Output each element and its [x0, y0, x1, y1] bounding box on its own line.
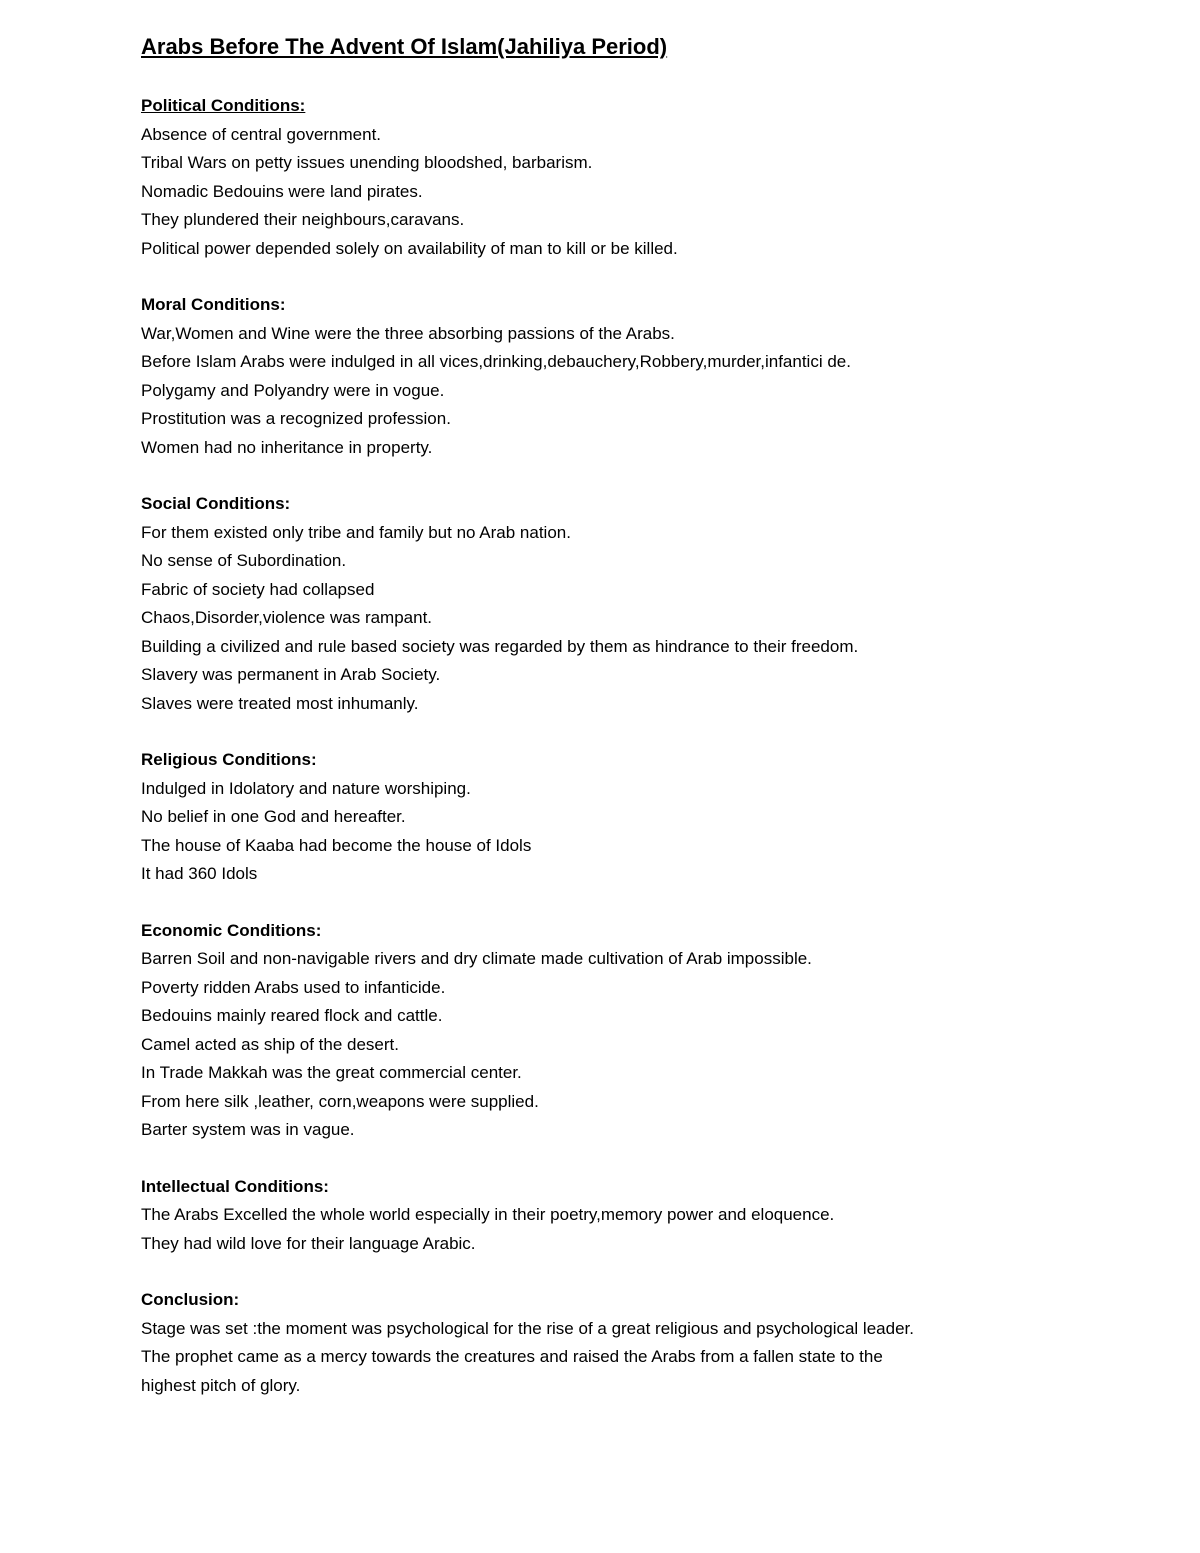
section-heading: Social Conditions: — [141, 494, 291, 513]
section-economic-conditions — [141, 917, 1141, 1145]
section-heading: Religious Conditions: — [141, 750, 317, 769]
body-line: Political power depended solely on availability of man to kill or be killed. — [141, 238, 678, 258]
body-line: Indulged in Idolatory and nature worshiping. — [141, 778, 471, 798]
body-line: No belief in one God and hereafter. — [141, 807, 406, 826]
body-line: In Trade Makkah was the great commercial center. — [141, 1063, 522, 1082]
body-line: Barter system was in vague. — [141, 1120, 355, 1139]
section-intellectual-conditions — [141, 1173, 1141, 1259]
section-heading: Intellectual Conditions: — [141, 1176, 329, 1196]
body-line: Tribal Wars on petty issues unending bloodshed, barbarism. — [141, 153, 593, 172]
section-political-conditions — [141, 92, 1141, 263]
body-line: From here silk ,leather, corn,weapons were supplied. — [141, 1091, 539, 1111]
body-line: highest pitch of glory. — [141, 1375, 301, 1395]
body-line: Stage was set :the moment was psychological for the rise of a great religious and psychological leader. — [141, 1318, 914, 1338]
body-line: Slavery was permanent in Arab Society. — [141, 665, 441, 684]
body-line: Fabric of society had collapsed — [141, 579, 375, 599]
section-moral-conditions — [141, 291, 1141, 462]
body-line: They had wild love for their language Arabic. — [141, 1233, 476, 1253]
body-line: They plundered their neighbours,caravans. — [141, 210, 465, 229]
section-conclusion — [141, 1286, 1141, 1400]
body-line: Nomadic Bedouins were land pirates. — [141, 181, 423, 201]
body-line: Chaos,Disorder,violence was rampant. — [141, 608, 433, 627]
section-heading: Economic Conditions: — [141, 920, 322, 940]
body-line: The prophet came as a mercy towards the creatures and raised the Arabs from a fallen state to the — [141, 1347, 883, 1366]
body-line: For them existed only tribe and family but no Arab nation. — [141, 522, 571, 542]
section-heading: Political Conditions: — [141, 96, 306, 115]
body-line: The house of Kaaba had become the house of Idols — [141, 835, 532, 855]
section-heading: Moral Conditions: — [141, 295, 286, 314]
body-line: No sense of Subordination. — [141, 551, 347, 570]
body-line: Barren Soil and non-navigable rivers and dry climate made cultivation of Arab impossible. — [141, 949, 812, 968]
body-line: Camel acted as ship of the desert. — [141, 1034, 399, 1054]
section-heading: Conclusion: — [141, 1290, 240, 1309]
body-line: Absence of central government. — [141, 124, 382, 144]
body-line: Slaves were treated most inhumanly. — [141, 693, 419, 713]
section-religious-conditions — [141, 746, 1141, 889]
body-line: It had 360 Idols — [141, 864, 258, 883]
body-line: The Arabs Excelled the whole world especially in their poetry,memory power and eloquence. — [141, 1205, 835, 1224]
body-line: Prostitution was a recognized profession. — [141, 409, 451, 428]
document-title: Arabs Before The Advent Of Islam(Jahiliya Period) — [141, 34, 668, 59]
body-line: War,Women and Wine were the three absorbing passions of the Arabs. — [141, 323, 675, 343]
section-social-conditions — [141, 490, 1141, 718]
body-line: Polygamy and Polyandry were in vogue. — [141, 380, 445, 400]
body-line: Bedouins mainly reared flock and cattle. — [141, 1006, 443, 1025]
document-page — [141, 30, 1141, 1428]
body-line: Before Islam Arabs were indulged in all vices,drinking,debauchery,Robbery,murder,infantici de. — [141, 352, 851, 371]
body-line: Building a civilized and rule based society was regarded by them as hindrance to their freedom. — [141, 636, 859, 656]
body-line: Women had no inheritance in property. — [141, 437, 433, 457]
body-line: Poverty ridden Arabs used to infanticide. — [141, 977, 446, 997]
document-body — [141, 92, 1141, 1400]
